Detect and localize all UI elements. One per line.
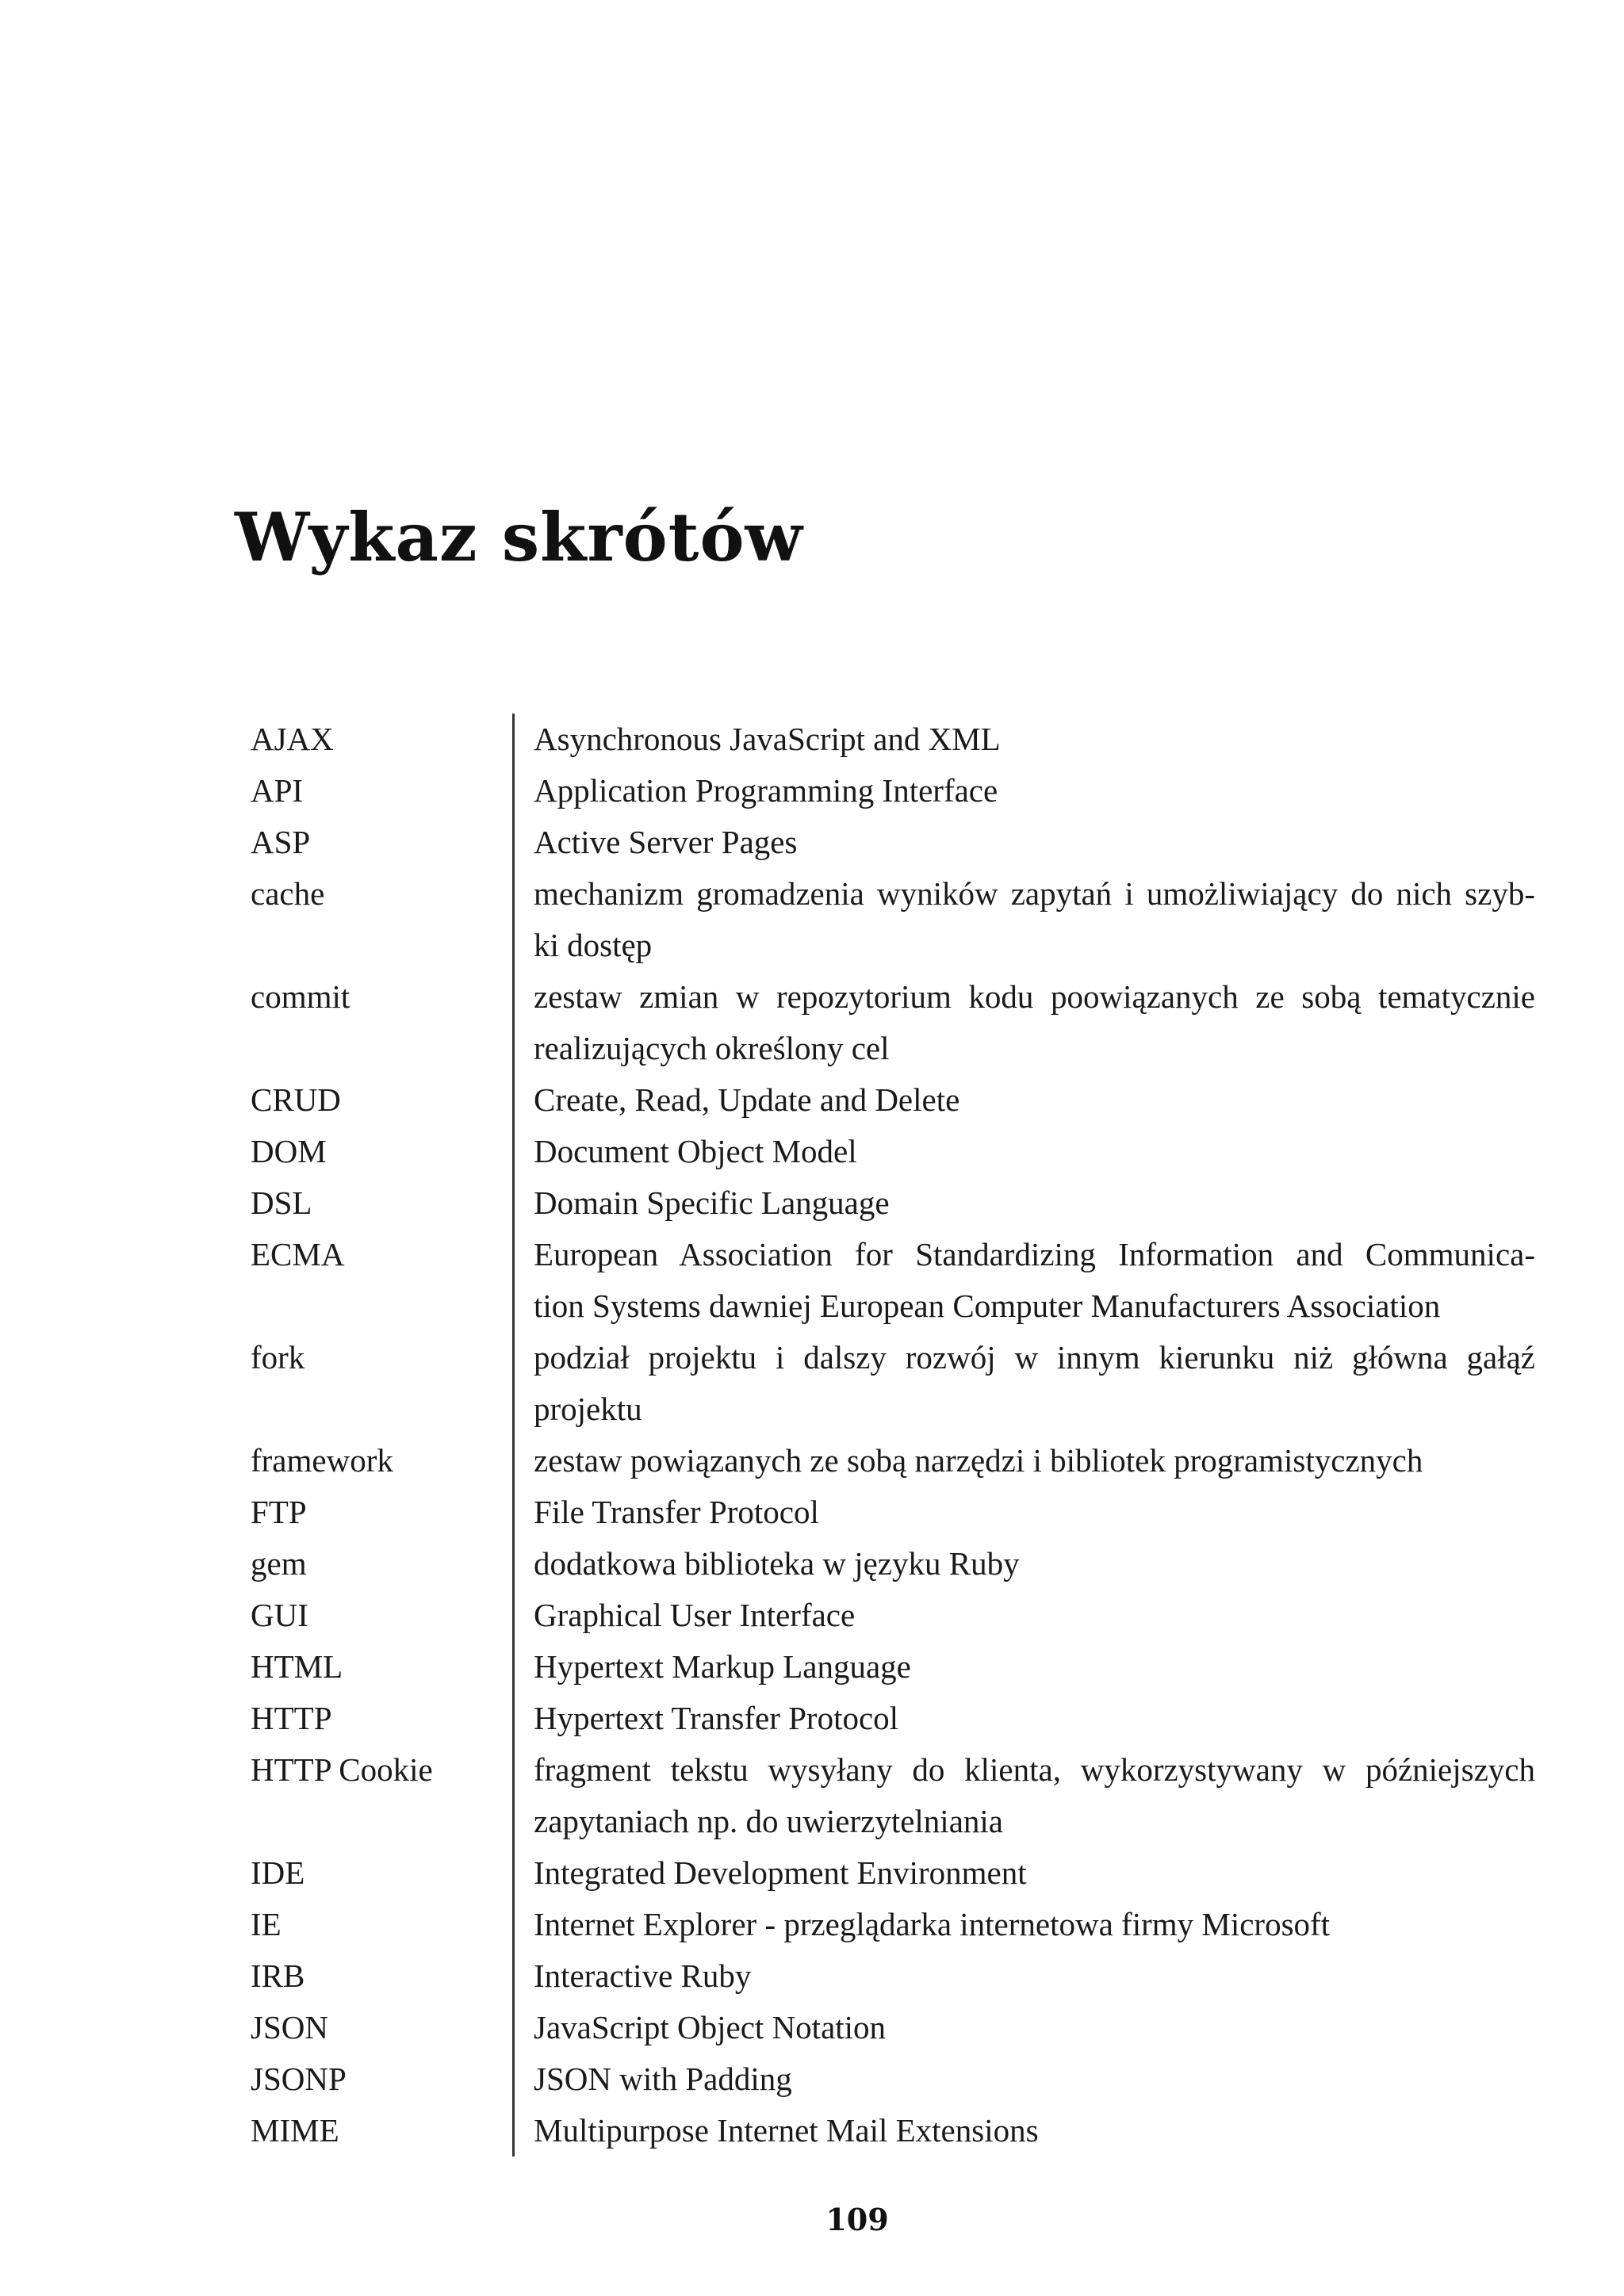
abbreviation-definition <box>512 1693 1535 1744</box>
abbreviation-entry <box>251 1950 1535 2002</box>
abbreviation-definition <box>512 1590 1535 1641</box>
abbreviation-entry <box>251 1229 1535 1332</box>
abbreviation-entry <box>251 1332 1535 1435</box>
abbreviation-definition <box>512 2105 1535 2156</box>
definition-line: Integrated Development Environment <box>534 1854 1027 1891</box>
abbreviation-term: FTP <box>251 1494 307 1530</box>
abbreviation-definition <box>512 817 1535 868</box>
abbreviation-term: ASP <box>251 824 311 860</box>
abbreviation-term: HTTP Cookie <box>251 1751 433 1788</box>
abbreviation-term: cache <box>251 875 325 912</box>
abbreviation-term: DSL <box>251 1184 312 1221</box>
abbreviation-definition <box>512 2053 1535 2105</box>
abbreviation-entry <box>251 1435 1535 1487</box>
abbreviation-entry <box>251 1641 1535 1693</box>
abbreviation-definition <box>512 1847 1535 1899</box>
abbreviation-definition <box>512 1641 1535 1693</box>
abbreviation-term: ECMA <box>251 1236 345 1272</box>
abbreviation-entry <box>251 971 1535 1074</box>
abbreviation-list <box>251 714 1535 2156</box>
definition-line: dodatkowa biblioteka w języku Ruby <box>534 1545 1020 1582</box>
abbreviation-term: JSONP <box>251 2061 347 2097</box>
definition-line: realizujących określony cel <box>534 1030 890 1066</box>
abbreviation-term: API <box>251 772 304 809</box>
abbreviation-definition <box>512 1332 1535 1435</box>
definition-line: File Transfer Protocol <box>534 1494 819 1530</box>
definition-line: zestaw zmian w repozytorium kodu poowiązanych ze sobą tematycznie <box>534 978 1535 1015</box>
abbreviation-term: DOM <box>251 1133 327 1169</box>
definition-line: Multipurpose Internet Mail Extensions <box>534 2112 1039 2149</box>
abbreviation-entry <box>251 1590 1535 1641</box>
definition-line: Internet Explorer - przeglądarka internetowa firmy Microsoft <box>534 1906 1331 1942</box>
abbreviation-term: JSON <box>251 2009 328 2045</box>
abbreviation-term: CRUD <box>251 1081 341 1118</box>
abbreviation-entry <box>251 1693 1535 1744</box>
abbreviation-term: GUI <box>251 1597 308 1633</box>
abbreviation-entry <box>251 1074 1535 1126</box>
definition-line: Domain Specific Language <box>534 1184 890 1221</box>
abbreviation-term: IRB <box>251 1957 305 1994</box>
abbreviation-definition <box>512 1899 1535 1950</box>
abbreviation-entry <box>251 2002 1535 2053</box>
abbreviation-entry <box>251 1538 1535 1590</box>
abbreviation-definition <box>512 1744 1535 1847</box>
abbreviation-entry <box>251 1847 1535 1899</box>
abbreviation-term: AJAX <box>251 721 334 757</box>
definition-line: JSON with Padding <box>534 2061 792 2097</box>
abbreviation-entry <box>251 2105 1535 2156</box>
abbreviation-definition <box>512 1538 1535 1590</box>
abbreviation-definition <box>512 765 1535 817</box>
definition-line: zestaw powiązanych ze sobą narzędzi i bibliotek programistycznych <box>534 1442 1423 1479</box>
definition-line: Interactive Ruby <box>534 1957 752 1994</box>
abbreviation-definition <box>512 714 1535 765</box>
abbreviation-definition <box>512 971 1535 1074</box>
definition-line: zapytaniach np. do uwierzytelniania <box>534 1803 1003 1839</box>
definition-line: Asynchronous JavaScript and XML <box>534 721 1001 757</box>
abbreviation-entry <box>251 1126 1535 1177</box>
abbreviation-definition <box>512 1177 1535 1229</box>
abbreviation-term: gem <box>251 1545 307 1582</box>
abbreviation-entry <box>251 1177 1535 1229</box>
abbreviation-entry <box>251 817 1535 868</box>
definition-line: projektu <box>534 1391 642 1427</box>
definition-line: Create, Read, Update and Delete <box>534 1081 960 1118</box>
page-title: Wykaz skrótów <box>235 498 803 576</box>
abbreviation-entry <box>251 1744 1535 1847</box>
abbreviation-term: MIME <box>251 2112 339 2149</box>
abbreviation-entry <box>251 714 1535 765</box>
abbreviation-definition <box>512 868 1535 971</box>
abbreviation-entry <box>251 1487 1535 1538</box>
abbreviation-term: commit <box>251 978 350 1015</box>
definition-line: JavaScript Object Notation <box>534 2009 887 2045</box>
abbreviation-definition <box>512 1950 1535 2002</box>
abbreviation-definition <box>512 2002 1535 2053</box>
abbreviation-term: fork <box>251 1339 305 1376</box>
definition-line: Hypertext Markup Language <box>534 1648 911 1685</box>
definition-line: Active Server Pages <box>534 824 798 860</box>
definition-line: ki dostęp <box>534 927 653 963</box>
abbreviation-definition <box>512 1229 1535 1332</box>
definition-line: fragment tekstu wysyłany do klienta, wykorzystywany w późniejszych <box>534 1751 1535 1788</box>
abbreviation-term: IE <box>251 1906 282 1942</box>
abbreviation-definition <box>512 1435 1535 1487</box>
abbreviation-entry <box>251 2053 1535 2105</box>
definition-line: European Association for Standardizing Information and Communica- <box>534 1236 1535 1272</box>
definition-line: Document Object Model <box>534 1133 857 1169</box>
abbreviation-term: IDE <box>251 1854 305 1891</box>
abbreviation-term: HTML <box>251 1648 343 1685</box>
abbreviation-entry <box>251 765 1535 817</box>
definition-line: podział projektu i dalszy rozwój w innym kierunku niż główna gałąź <box>534 1339 1535 1376</box>
page-number: 109 <box>825 2202 889 2237</box>
abbreviation-term: HTTP <box>251 1700 332 1736</box>
definition-line: Hypertext Transfer Protocol <box>534 1700 899 1736</box>
abbreviation-definition <box>512 1074 1535 1126</box>
definition-line: Application Programming Interface <box>534 772 998 809</box>
abbreviation-entry <box>251 868 1535 971</box>
definition-line: Graphical User Interface <box>534 1597 856 1633</box>
abbreviation-definition <box>512 1126 1535 1177</box>
definition-line: mechanizm gromadzenia wyników zapytań i umożliwiający do nich szyb- <box>534 875 1535 912</box>
abbreviation-term: framework <box>251 1442 393 1479</box>
abbreviation-entry <box>251 1899 1535 1950</box>
abbreviation-definition <box>512 1487 1535 1538</box>
definition-line: tion Systems dawniej European Computer Manufacturers Association <box>534 1288 1441 1324</box>
